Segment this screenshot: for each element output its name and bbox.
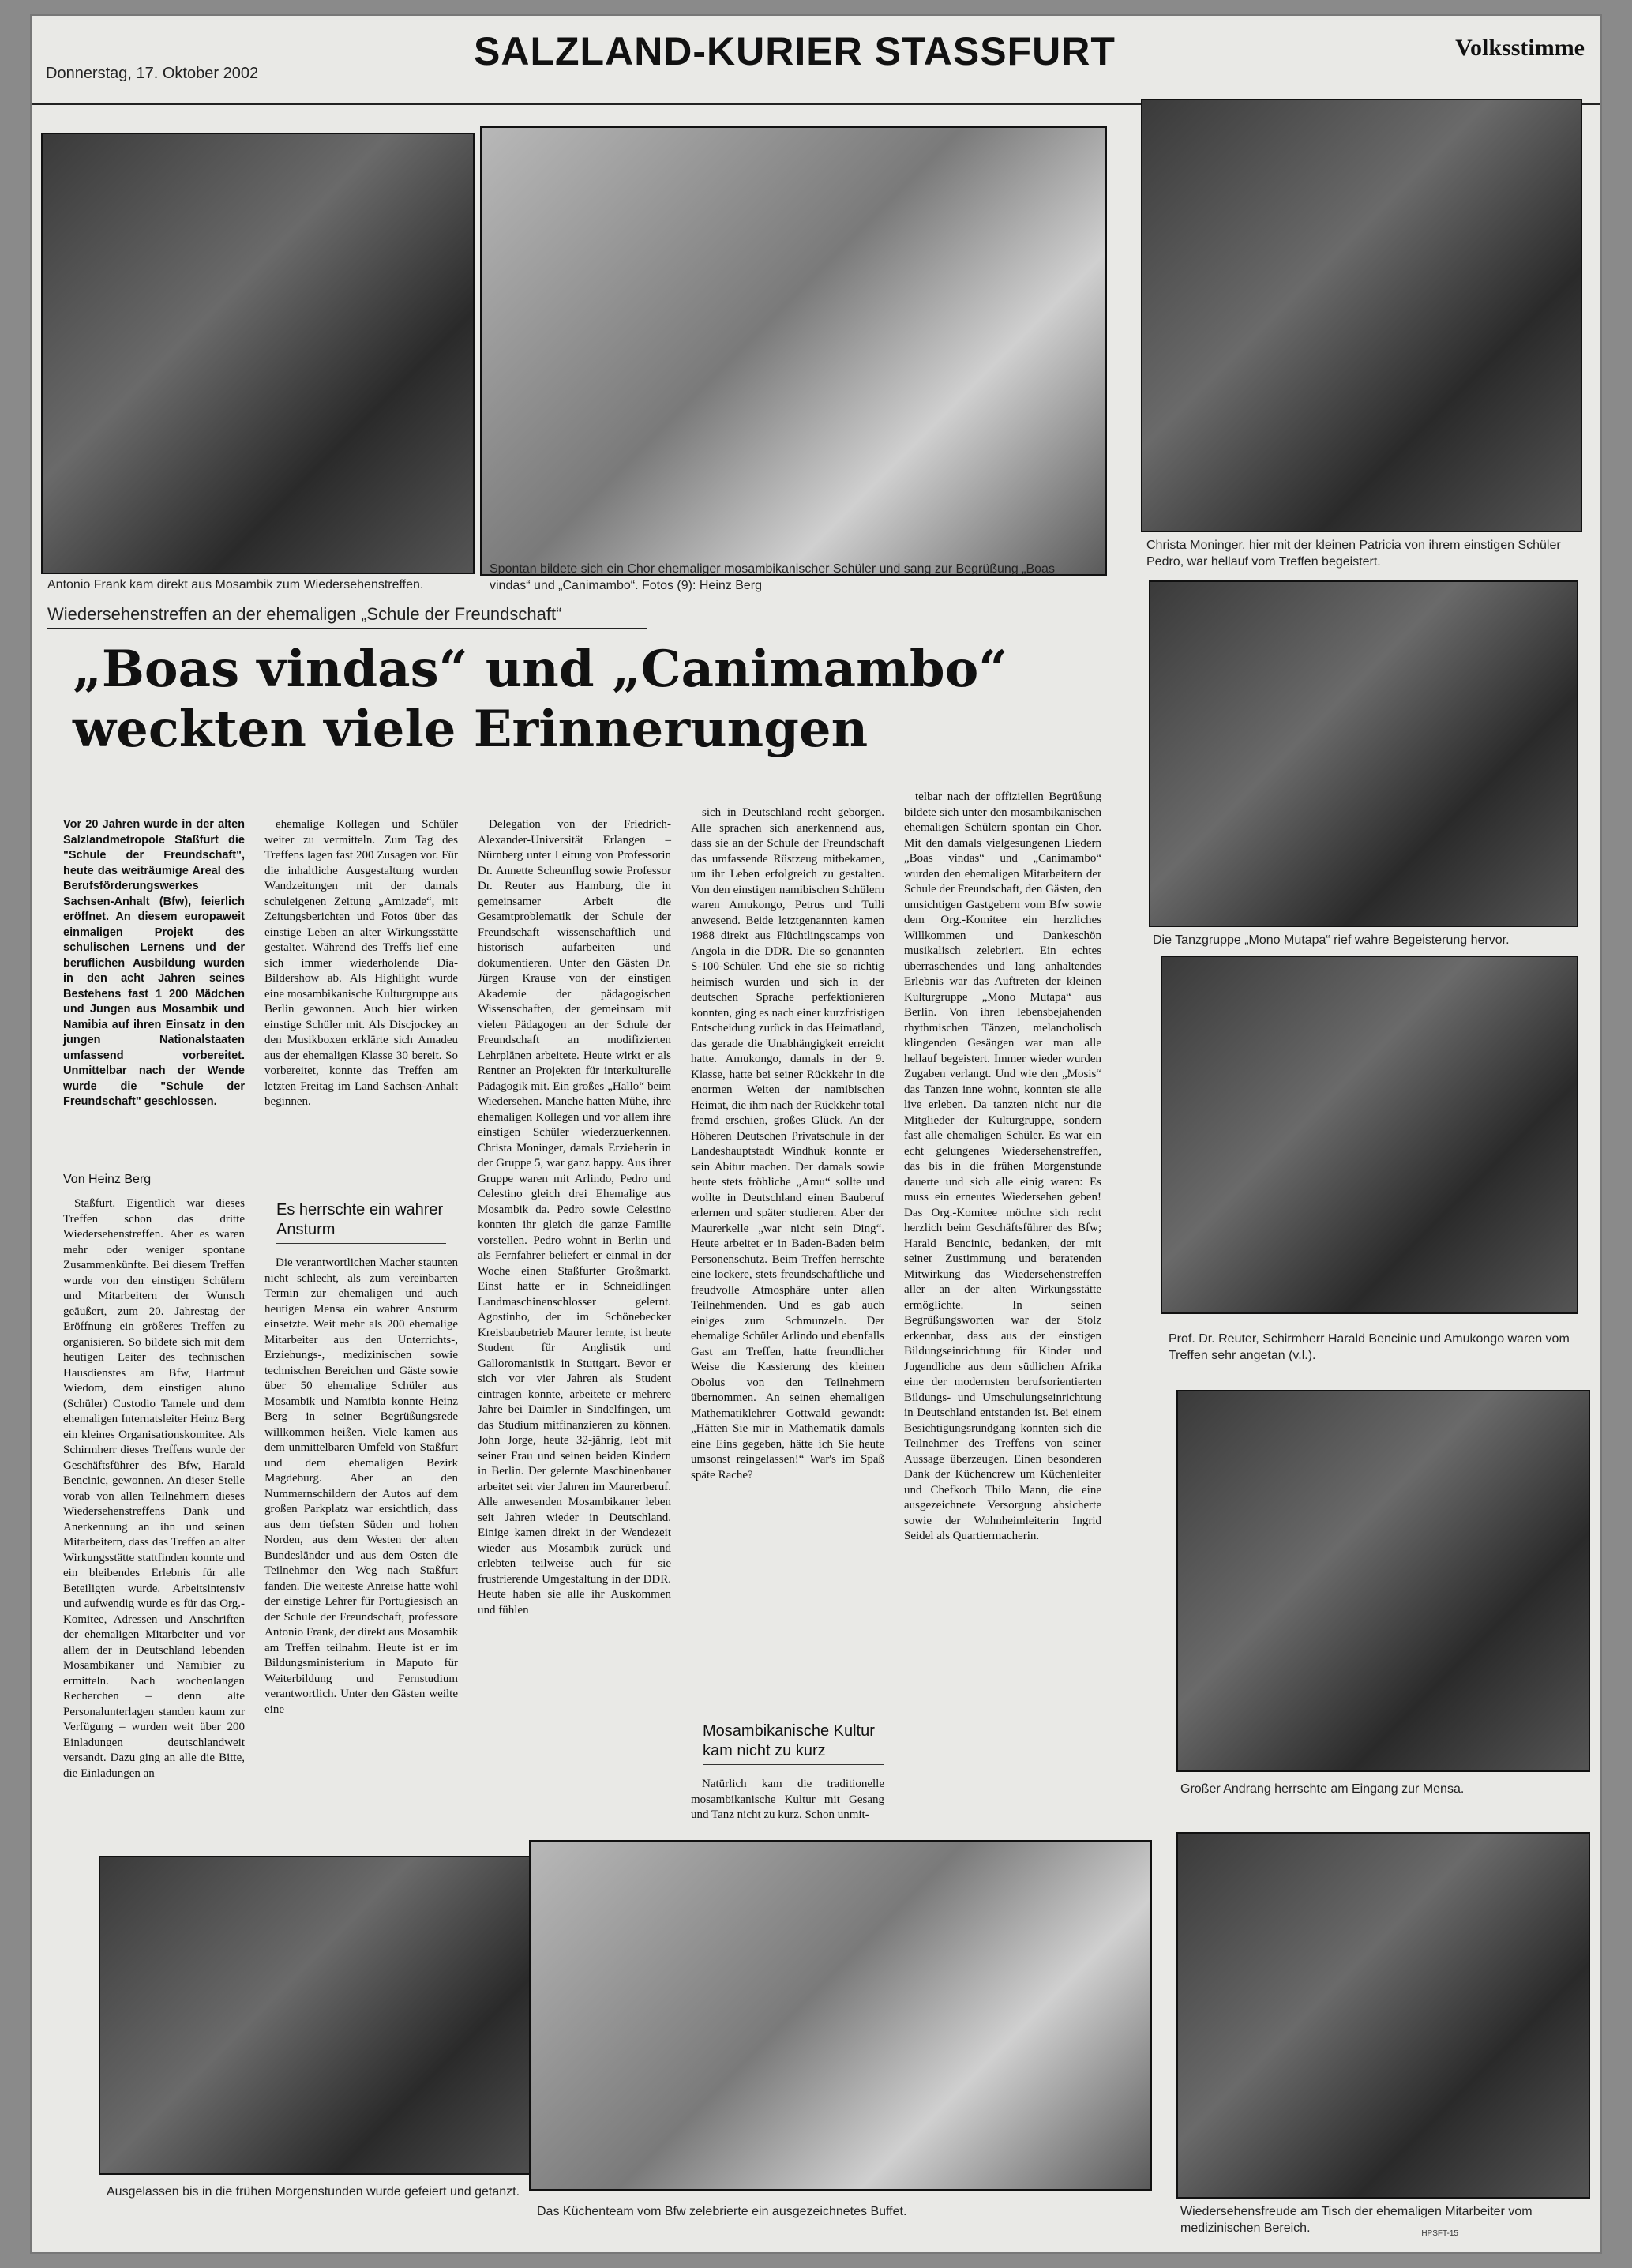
photo-medical-staff-table: [1176, 1832, 1590, 2199]
caption-photo-8: Das Küchenteam vom Bfw zelebrierte ein ausgezeichnetes Buffet.: [537, 2205, 907, 2218]
print-code: HPSFT-15: [1421, 2229, 1458, 2238]
caption-photo-4: Die Tanzgruppe „Mono Mutapa“ rief wahre Begeisterung hervor.: [1153, 933, 1510, 947]
brand-logo: Volksstimme: [1455, 35, 1585, 61]
article-column-4: [691, 805, 884, 1485]
article-column-5: [904, 790, 1101, 1546]
photo-kitchen-team: [529, 1840, 1152, 2191]
column-3-text: Delegation von der Friedrich-Alexander-Universität Erlangen – Nürnberg unter Leitung von Professorin Dr. Annette Scheunflug sowie Professor Dr. Reuter aus Hamburg, die in gemeinsamer Arbeit die Gesamtproblematik der Schule der Freundschaft wissenschaftlich und historisch aufarbeiten und dokumentieren. Unter den Gästen Dr. Jürgen Krause von der einstigen Akademie der pädagogischen Wissenschaften, der gemeinsam mit vielen Pädagogen an der Schule der Freundschaft an modifizierten Lehrplänen arbeitete. Heute wirkt er als Rentner an Projekten für interkulturelle Pädagogik mit. Ein großes „Hallo“ beim Wiedersehen. Manche hatten Mühe, ihre ehemaligen Kollegen und vor allem ihre einstigen Schüler wiederzuerkennen. Christa Moninger, damals Erzieherin in der Gruppe 5, war ganz happy. Aus ihrer Gruppe waren mit Arlindo, Pedro und Celestino gleich drei Ehemalige aus Mosambik da. Pedro sowie Celestino konnten ihr gleich die ganze Familie vorstellen. Pedro wohnt in Berlin und als Fernfahrer beliefert er einmal in der Woche einen Staßfurter Großmarkt. Einst hatte er in Schneidlingen Landmaschinenschlosser gelernt. Agostinho, der im Schönebecker Kreisbaubetrieb Maurer lernte, ist heute Student für Anglistik und Galloromanistik in Stuttgart. Bevor er sich vor vier Jahren als Student eintragen konnte, arbeitete er mehrere Jahre bei Daimler in Sindelfingen, um das Studium mitfinanzieren zu können. John Jorge, heute 32-jährig, lebt mit seiner Frau und seinen beiden Kindern in Berlin. Der gelernte Maschinenbauer arbeitet seit vier Jahren im Maurerberuf. Alle anwesenden Mosambikaner leben seit Jahren wieder in Deutschland. Einige kamen direkt in der Wendezeit wieder aus Mosambik zurück und erlebten teilweise auch für sie frustrierende Umgestaltung in der DDR. Heute haben sie alle ihr Auskommen und fühlen: [478, 818, 671, 1617]
caption-photo-7: Ausgelassen bis in die frühen Morgenstunden wurde gefeiert und getanzt.: [107, 2185, 520, 2199]
newspaper-title: SALZLAND-KURIER STASSFURT: [474, 29, 1116, 73]
article-column-4b: [691, 1777, 884, 1825]
subhead-ansturm: Es herrschte ein wahrer Ansturm: [276, 1200, 446, 1244]
caption-photo-6: Großer Andrang herrschte am Eingang zur Mensa.: [1180, 1782, 1465, 1796]
photo-dancing: [99, 1856, 572, 2175]
column-5-text: telbar nach der offiziellen Begrüßung bildete sich unter den mosambikanischen ehemaligen Schülern spontan ein Chor. Mit den damals vielgesungenen Liedern „Boas vindas“ und „Canimambo“ wurden den ehemaligen Mitarbeitern der Schule der Freundschaft, den Gästen, den umsichtigen Gastgebern vom Bfw sowie dem Org.-Komitee ein herzliches Willkommen und Dankeschön musikalisch zelebriert. Ein echtes überraschendes und lang anhaltendes Erlebnis war das Auftreten der kleinen Kulturgruppe „Mono Mutapa“ aus Berlin. Von ihren lebensbejahenden rhythmischen Tänzen, melancholisch klingenden Gesängen war man alle hellauf begeistert. Immer wieder wurden Zugaben verlangt. Und wie den „Mosis“ das Tanzen inne wohnt, konnten sie alle live erleben. Da tanzten nicht nur die Mitglieder der Kulturgruppe, sondern fast alle ehemaligen Schüler. Es war ein echt gelungenes Wiedersehenstreffen, das bis in die frühen Morgenstunde dauerte und sich alle einig waren: Es muss ein erneutes Wiedersehen geben! Das Org.-Komitee möchte sich recht herzlich beim Geschäftsführer des Bfw; Harald Bencinic, bedanken, der mit seiner Zustimmung und beratenden Mitwirkung das Wiedersehenstreffen aller an der alten Wirkungsstätte ermöglichte. In seinen Begrüßungsworten war der Stolz erkennbar, dass aus der einstigen Bildungseinrichtung für Kinder und Jugendliche aus dem südlichen Afrika eine der modernsten berufsorientierten Bildungs- und Umschulungseinrichtung in Deutschland entstanden ist. Bei einem Besichtigungsrundgang konnten sich die Teilnehmer des Treffens von seiner Aussage überzeugen. Einen besonderen Dank der Küchencrew um Küchenleiter und Chefkoch Thilo Mann, die eine ausgezeichnete Versorgung absicherte sowie der Wohnheimleiterin Ingrid Seidel als Quartiermacherin.: [904, 790, 1101, 1542]
photo-dance-group: [1149, 580, 1578, 927]
photo-choir: [480, 126, 1107, 576]
article-byline: Von Heinz Berg: [63, 1173, 152, 1186]
article-lead: Vor 20 Jahren wurde in der alten Salzlandmetropole Staßfurt die "Schule der Freundschaft", heute das weiträumige Areal des Berufsförderungswerkes Sachsen-Anhalt (Bfw), feierlich eröffnet. An diesem europaweit einmaligen Projekt des schulischen Lernens und der beruflichen Ausbildung wurden in den acht Jahren seines Bestehens fast 1 200 Mädchen und Jungen aus Mosambik und Namibia auf ihren Einsatz in den jungen Nationalstaaten umfassend vorbereitet. Unmittelbar nach der Wende wurde die "Schule der Freundschaft" geschlossen.: [63, 818, 245, 1108]
caption-photo-9: Wiedersehensfreude am Tisch der ehemaligen Mitarbeiter vom medizinischen Bereich.: [1180, 2205, 1533, 2235]
masthead: [32, 16, 1600, 105]
issue-date: Donnerstag, 17. Oktober 2002: [46, 65, 259, 82]
photo-mensa-entrance: [1176, 1390, 1590, 1772]
article-column-3: [478, 817, 671, 1620]
subhead-kultur: Mosambikanische Kultur kam nicht zu kurz: [703, 1722, 884, 1765]
article-column-2: [264, 817, 458, 1112]
article-column-2b: [264, 1256, 458, 1719]
column-4-text-b: Natürlich kam die traditionelle mosambikanische Kultur mit Gesang und Tanz nicht zu kurz. Schon unmit-: [691, 1778, 884, 1821]
caption-photo-5: Prof. Dr. Reuter, Schirmherr Harald Bencinic und Amukongo waren vom Treffen sehr angetan (v.l.).: [1169, 1332, 1570, 1362]
column-4-text-a: sich in Deutschland recht geborgen. Alle sprachen sich anerkennend aus, dass sie an der Schule der Freundschaft das umfassende Rüstzeug mitbekamen, um ihr Leben erfolgreich zu gestalten. Von den einstigen namibischen Schülern waren Amukongo, Petrus und Tulli anwesend. Beide letztgenannten kamen 1988 direkt aus Flüchtlingscamps von Angola in die DDR. Die so genannten S-100-Schüler. Und ehe sie so richtig heimisch wurden und sich in der deutschen Sprache perfektionieren konnten, ging es nach einer kurzfristigen Entscheidung zurück in das Heimatland, das gerade die Unabhängigkeit erreicht hatte. Amukongo, damals in der 9. Klasse, hatte bei seiner Rückkehr in die enormen Weiten der namibischen Heimat, die ihm nach der Rückkehr total fremd erschien, großes Glück. An der Höheren Deutschen Privatschule in der Landeshauptstadt Windhuk konnte er sein Abitur machen. Der damals sowie heute stets fröhliche „Amu“ sollte und wollte in Deutschland einen Bauberuf erlernen und später studieren. Aber der Maurerkelle „war nicht sein Ding“. Heute arbeitet er in Baden-Baden beim Personenschutz. Beim Treffen herrschte eine lockere, stets freundschaftliche und freudvolle Atmosphäre unter allen Teilnehmenden. Und es gab auch einiges zum Schmunzeln. Der ehemalige Schüler Arlindo und ebenfalls Gast am Treffen, hatte freundlicher Weise die Kassierung des kleinen Obolus von den Teilnehmern übernommen. An seinen ehemaligen Mathematiklehrer Gottwald gewandt: „Hätten Sie mir in Mathematik damals eine Eins gegeben, hätte ich Sie heute umsonst reingelassen!“ War's im Spaß späte Rache?: [691, 806, 884, 1481]
column-2-text-a: ehemalige Kollegen und Schüler weiter zu vermitteln. Zum Tag des Treffens lagen fast 200 Zusagen vor. Für die inhaltliche Ausgestaltung wurden Wandzeitungen mit der damals schuleigenen Zeitung „Amizade“, mit Zeitungsberichten und Fotos über das einstige Leben an alter Wirkungsstätte gestaltet. Während des Treffs lief eine sich immer wiederholende Dia-Bildershow ab. Als Highlight wurde eine mosambikanische Kulturgruppe aus Berlin gewonnen. Auch hier wirken einstige Schüler mit. Als Discjockey an den Musikboxen erklärte sich Amadeu aus der ehemaligen Klasse 30 bereit. So vorbereitet, konnte das Treffen am letzten Freitag im Land Sachsen-Anhalt beginnen.: [264, 818, 458, 1108]
caption-photo-1: Antonio Frank kam direkt aus Mosambik zum Wiedersehenstreffen.: [47, 578, 424, 591]
newspaper-page: [32, 16, 1600, 2252]
column-1-text: Staßfurt. Eigentlich war dieses Treffen schon das dritte Wiedersehenstreffen. Aber es waren mehr oder weniger spontane Zusammenkünfte. Bei diesem Treffen wurde von den einstigen Schülern und Mitarbeitern der Wunsch geäußert, zum 20. Jahrestag der Eröffnung ein größeres Treffen zu organisieren. So bildete sich mit dem heutigen Leiter des technischen Hausdienstes am Bfw, Hartmut Wiedom, dem einstigen aluno (Schüler) Custodio Tamele und dem ehemaligen Internatsleiter Heinz Berg ein kleines Organisationskomitee. Als Schirmherr dieses Treffens wurde der Geschäftsführer des Bfw, Harald Bencinic, gewonnen. An dieser Stelle vorab von allen Teilnehmern dieses Wiedersehenstreffens Dank und Anerkennung an ihn und seinen Mitarbeitern, dass das Treffen an alter Wirkungsstätte stattfinden konnte und ein bleibendes Erlebnis für alle Beteiligten wurde. Arbeitsintensiv und aufwendig wurde es für das Org.-Komitee, Adressen und Anschriften der ehemaligen Mitarbeiter und vor allem der in Deutschland lebenden Mosambikaner und Namibier zu ermitteln. Nach wochenlangen Recherchen – denn alte Personalunterlagen standen kaum zur Verfügung – wurden weit über 200 Einladungen deutschlandweit versandt. Dazu ging an alle die Bitte, die Einladungen an: [63, 1197, 245, 1780]
caption-photo-2: Spontan bildete sich ein Chor ehemaliger mosambikanischer Schüler und sang zur Begrüßung „Boas vindas“ und „Canimambo“. Fotos (9): Heinz Berg: [490, 562, 1055, 592]
photo-antonio-frank: [41, 133, 475, 574]
photo-christa-moninger: [1141, 99, 1582, 532]
caption-photo-3: Christa Moninger, hier mit der kleinen Patricia von ihrem einstigen Schüler Pedro, war hellauf vom Treffen begeistert.: [1146, 539, 1561, 569]
article-headline: „Boas vindas“ und „Canimambo“ weckten viele Erinnerungen: [73, 640, 1008, 759]
article-kicker: Wiedersehenstreffen an der ehemaligen „Schule der Freundschaft“: [47, 604, 647, 629]
photo-guests-table: [1161, 956, 1578, 1314]
column-2-text-b: Die verantwortlichen Macher staunten nicht schlecht, als zum vereinbarten Termin zur ehemaligen und auch heutigen Mensa ein wahrer Ansturm einsetzte. Weit mehr als 200 ehemalige Mitarbeiter aus den Unterrichts-, Erziehungs-, medizinischen sowie technischen Bereichen und Gäste sowie über 50 ehemalige Schüler aus Mosambik und Namibia konnte Heinz Berg in seiner Begrüßungsrede willkommen heißen. Viele kamen aus dem unmittelbaren Umfeld von Staßfurt und dem ehemaligen Bezirk Magdeburg. Aber an den Nummernschildern der Autos auf dem großen Parkplatz war ersichtlich, dass aus dem tiefsten Süden und hohen Norden, aus dem Westen der alten Bundesländer und aus dem Osten die Teilnehmer den Weg nach Staßfurt fanden. Die weiteste Anreise hatte wohl der einstige Lehrer für Portugiesisch an der Schule der Freundschaft, professore Antonio Frank, der direkt aus Mosambik am Treffen teilnahm. Heute ist er im Bildungsministerium in Maputo für Weiterbildung und Fernstudium verantwortlich. Unter den Gästen weilte eine: [264, 1256, 458, 1716]
article-column-1: [63, 1196, 245, 1783]
